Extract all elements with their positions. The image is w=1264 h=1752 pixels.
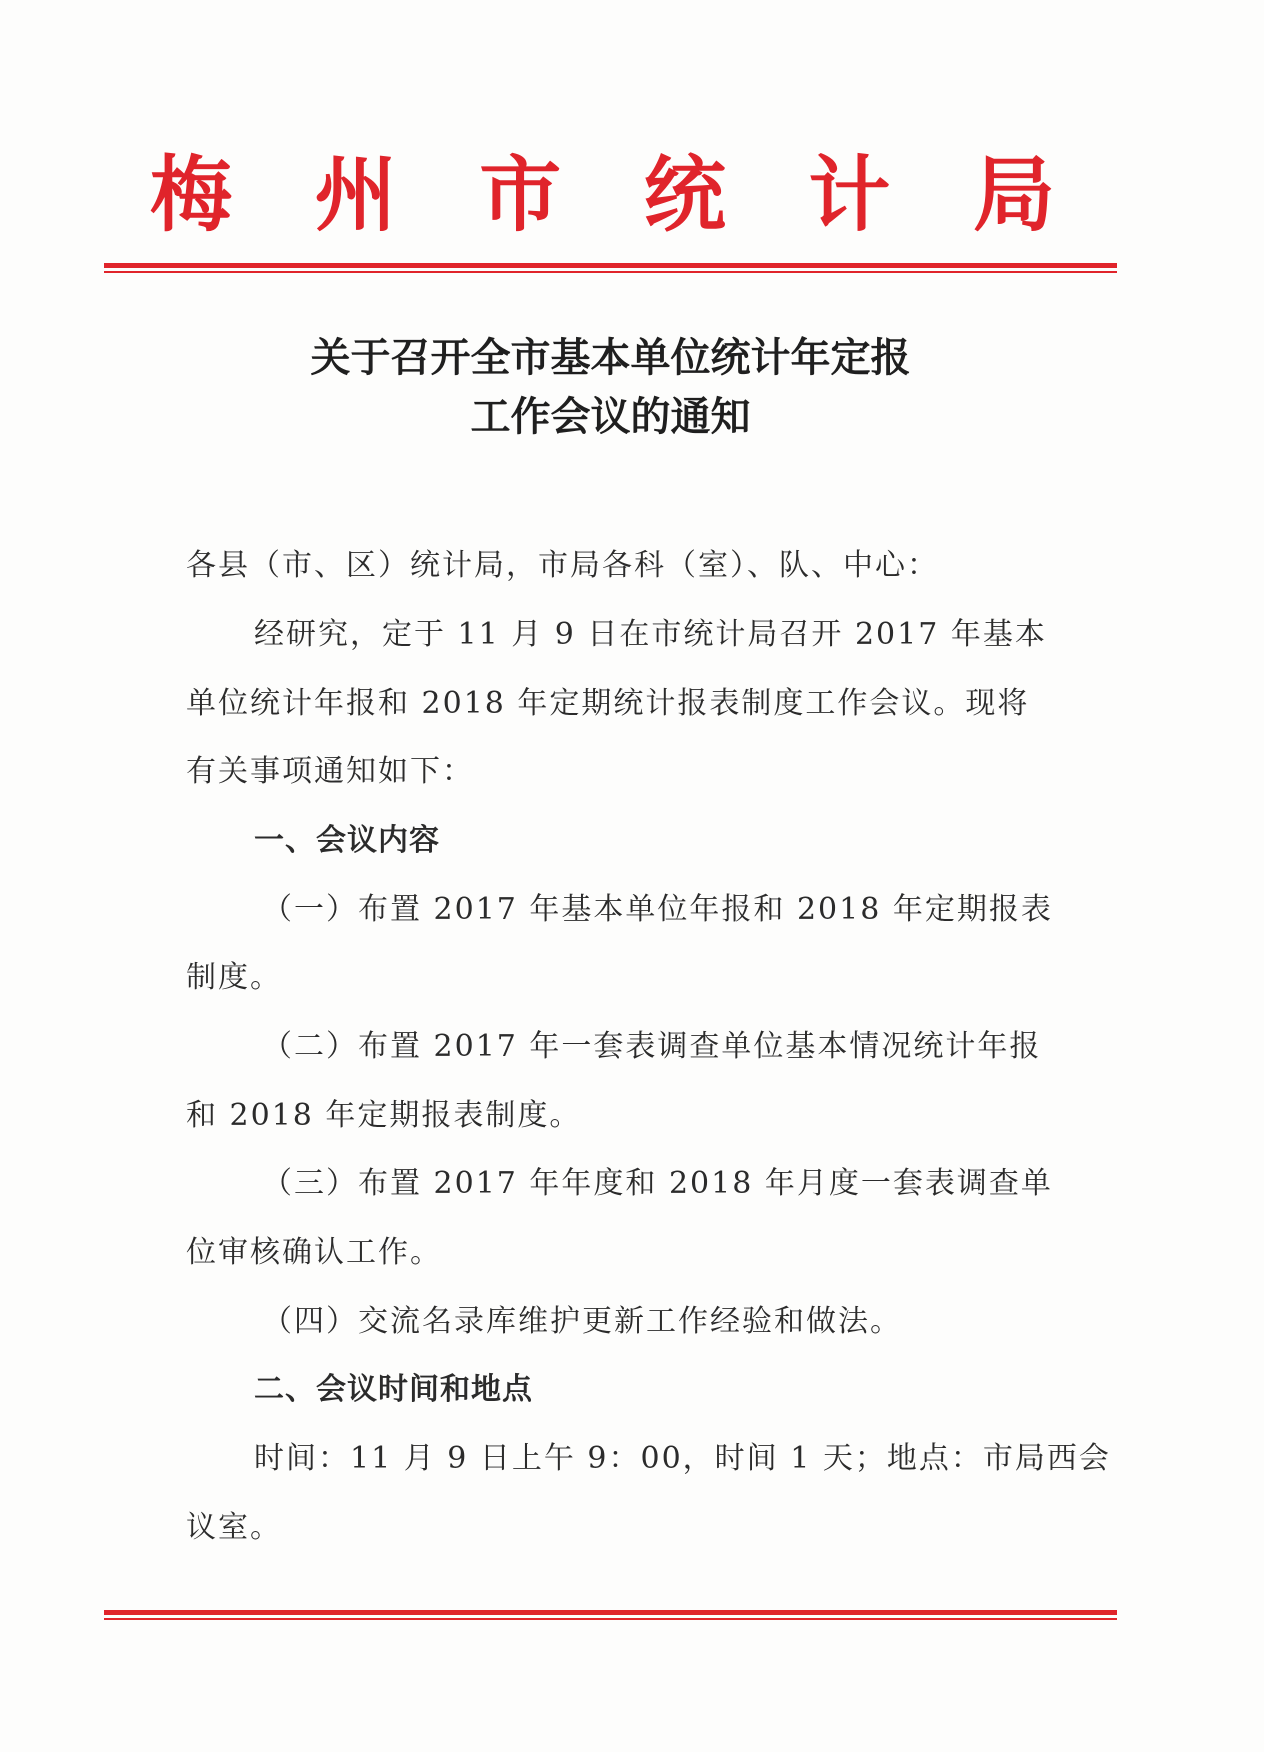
item-2-line: （二）布置 2017 年一套表调查单位基本情况统计年报 <box>262 1029 1042 1064</box>
section-heading-content: 一、会议内容 <box>254 823 440 858</box>
letterhead-char: 市 <box>479 148 562 243</box>
letterhead-divider <box>104 263 1117 273</box>
intro-line: 单位统计年报和 2018 年定期统计报表制度工作会议。现将 <box>186 686 1030 721</box>
item-2-line: 和 2018 年定期报表制度。 <box>186 1098 582 1133</box>
intro-line: 经研究，定于 11 月 9 日在市统计局召开 2017 年基本 <box>254 617 1047 652</box>
notice-title-line2: 工作会议的通知 <box>470 394 751 440</box>
notice-title-line1: 关于召开全市基本单位统计年定报 <box>310 335 911 381</box>
letterhead-char: 统 <box>643 148 726 243</box>
intro-line: 有关事项通知如下： <box>186 754 474 789</box>
item-3-line: （三）布置 2017 年年度和 2018 年月度一套表调查单 <box>262 1166 1053 1201</box>
section-heading-time-place: 二、会议时间和地点 <box>254 1372 533 1407</box>
salutation: 各县（市、区）统计局，市局各科（室）、队、中心： <box>186 548 939 583</box>
letterhead-title <box>150 148 1055 244</box>
time-place-line: 议室。 <box>186 1510 282 1545</box>
time-place-line: 时间：11 月 9 日上午 9：00，时间 1 天；地点：市局西会 <box>254 1441 1111 1476</box>
letterhead-char: 州 <box>314 148 397 243</box>
item-3-line: 位审核确认工作。 <box>186 1235 442 1270</box>
footer-divider <box>104 1610 1117 1620</box>
item-1-line: 制度。 <box>186 960 282 995</box>
letterhead-char: 计 <box>808 148 891 243</box>
item-4-line: （四）交流名录库维护更新工作经验和做法。 <box>262 1304 902 1339</box>
letterhead-char: 梅 <box>150 148 233 243</box>
item-1-line: （一）布置 2017 年基本单位年报和 2018 年定期报表 <box>262 892 1053 927</box>
letterhead-char: 局 <box>972 148 1055 243</box>
